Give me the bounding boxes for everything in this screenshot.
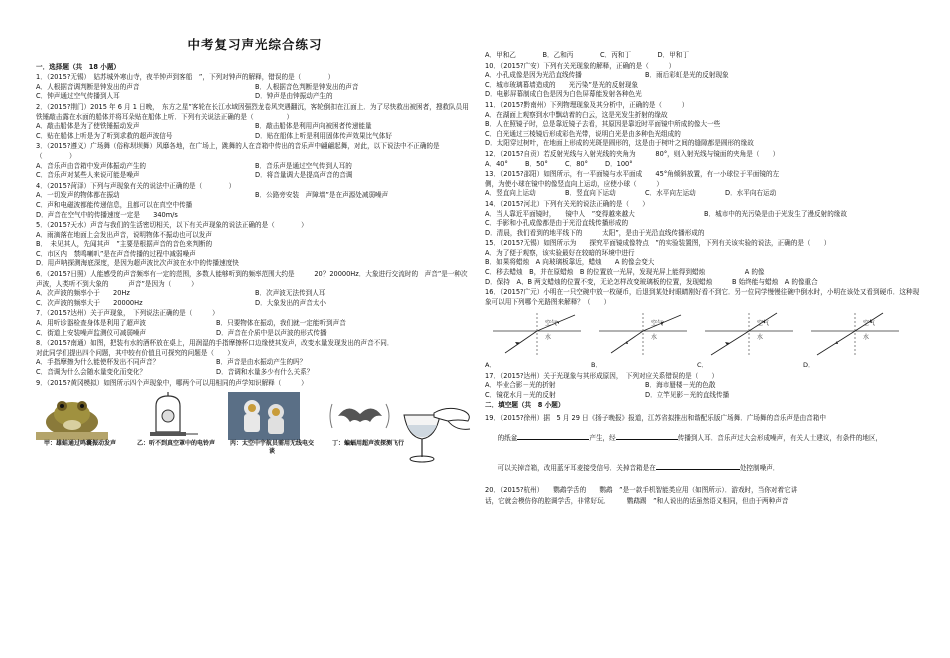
- diagram-d: [803, 311, 903, 370]
- diagram-label: A．: [485, 361, 496, 370]
- diagram-b: [591, 311, 691, 370]
- option: A．当人靠近平面镜时， 镜中人 ”变得越来越大: [485, 209, 635, 218]
- option: D．电影屏幕制成白色是因为白色屏幕能发射各种色光: [485, 90, 642, 99]
- question-8-options: [36, 358, 396, 377]
- figure-caption: 丁：蝙蝠用超声波探测飞行: [331, 440, 404, 448]
- option: C．市区内 禁鸣喇叭”是在声音传播的过程中减弱噪声: [36, 249, 196, 258]
- diagram-a: [485, 311, 585, 370]
- option: C．白光通过三棱镜后形成彩色光带，说明白光是由多种色光组成的: [485, 129, 681, 138]
- diagram-label: D．: [803, 361, 815, 370]
- option: B．如果将蜡烛 A 向玻璃板靠近，蜡烛 A 的像会变大: [485, 258, 655, 267]
- option: B．声音是由水振动产生的吗？: [216, 358, 307, 367]
- option: C．次声波的频率大于 20000Hz: [36, 298, 143, 307]
- option: B．城市中的光污染是由于光发生了漫反射的缘故: [704, 209, 847, 218]
- option: A．为了便于观察，该实验最好在较暗的环境中进行: [485, 248, 635, 257]
- option: D．音调和水量多少有什么关系？: [216, 368, 314, 376]
- question-10-options: [485, 71, 805, 81]
- figure-caption: 乙：听不到真空罩中的电铃声: [136, 440, 215, 448]
- figure-caption: 甲：雄蛙通过鸣囊振动发声: [43, 440, 116, 448]
- option: B．只要物体在振动，我们就一定能听到声音: [216, 319, 346, 328]
- water-label: 水: [757, 334, 764, 342]
- option: D．声音在介质中是以声波的形式传播: [216, 328, 327, 337]
- figure-frog: [36, 392, 124, 456]
- question-11: 11．（2015?黔南州）下列物理现象及其分析中，正确的是（ ）: [485, 100, 689, 109]
- option: D．甲和丁: [657, 51, 689, 59]
- water-label: 水: [651, 334, 658, 342]
- figure-bell-jar: [132, 392, 220, 456]
- question-13: 13．（2015?邵阳）如图所示，有一平面镜与水平面成 45°角倾斜放置，有一小球位于平面镜的左侧，为使小球在镜中的像竖直向上运动，应使小球（ ）: [485, 170, 780, 188]
- question-17-options: [485, 381, 805, 400]
- question-1: 1．（2015?无锡） 姑苏城外寒山寺，夜半钟声到客船 ”，下列对钟声的解释，错误的是（ ）: [36, 73, 335, 82]
- option: B．敲击船体是利用声向被困者传递能量: [255, 122, 372, 131]
- refraction-diagram: [591, 311, 691, 357]
- question-16: 16．（2015?广元）小明在一只空碗中放一枚硬币，后退到某处时眼睛刚好看不到它．另一位同学慢慢往碗中倒水时，小明在该处又看到硬币．这种现象可以用下列哪个光路图来解释？（ ）: [485, 288, 920, 306]
- option: A．雨滴落在地面上会发出声音，说明物体不振动也可以发声: [36, 230, 212, 239]
- option: D．立竿见影－光的直线传播: [645, 390, 730, 399]
- air-label: 空气: [863, 320, 876, 328]
- option: B．乙和丙: [542, 51, 574, 59]
- option: D．贴在船体上听是利用固体传声效果比气体好: [255, 131, 392, 140]
- question-9-options: [485, 51, 715, 61]
- option: C．音乐声对某些人来说可能是噪声: [36, 171, 140, 180]
- option: B．人在照镜子时，总是靠近镜子去看，其原因是靠近时平面镜中所成的像大一些: [485, 120, 721, 129]
- question-1-options: [36, 83, 474, 102]
- question-19-line-3: [485, 454, 923, 483]
- question-9: 9．（2015?黄冈模拟）如图所示四个声现象中，哪两个可以用相同的声学知识解释（ ）: [36, 378, 308, 387]
- option: A．敲击船体是为了使铁锤振动发声: [36, 122, 140, 131]
- option: B．竖直向下运动: [565, 189, 616, 198]
- option: D．太阳穿过树叶，在地面上形成的光斑是圆形的，这是由于树叶之间的缝隙都是圆形的缘故: [485, 139, 754, 148]
- text-fragment: 产生，经: [589, 434, 616, 443]
- option: D．保持 A、B 两支蜡烛的位置不变，无论怎样改变玻璃板的位置，发现蜡烛 B 始终能与蜡烛 A 的像重合: [485, 277, 818, 286]
- option: C．水平向左运动: [645, 189, 696, 198]
- answer-blank-2[interactable]: [616, 439, 678, 440]
- refraction-diagram: [803, 311, 903, 357]
- wine-glass-figure: [398, 407, 476, 471]
- option: D．清晨，我们看到的地平线下的 太阳”，是由于光沿直线传播形成的: [485, 228, 705, 237]
- option: D．大象发出的声音太小: [255, 298, 327, 307]
- astronaut-icon: [228, 392, 300, 440]
- right-column: [485, 51, 923, 506]
- option: A．在湖面上观察到水中飘动着的白云，这是光发生折射的缘故: [485, 110, 668, 119]
- question-15-options: [485, 249, 923, 287]
- question-19-line-2: [485, 425, 923, 454]
- water-label: 水: [545, 334, 552, 342]
- option: D．水平向右运动: [725, 189, 777, 198]
- left-column: [36, 0, 474, 456]
- option: C．街道上安装噪声监测仪可减弱噪声: [36, 328, 147, 337]
- option: C．丙和丁: [600, 51, 631, 59]
- text-fragment: 传播到人耳．音乐声过大会形成噪声，有关人士建议，有条件的地区，: [677, 434, 883, 443]
- option: A．毕业合影－光的折射: [485, 381, 556, 390]
- question-20-line-2: 话，它就会模仿你的腔调学舌，非常好玩． 鹦鹉踢 ”和人说出的话虽然语义相同，但由于两种声音: [485, 496, 789, 505]
- option: B．雨后彩虹是光的反射现象: [645, 71, 729, 80]
- air-label: 空气: [651, 320, 664, 328]
- text-fragment: 可以关掉音箱，改用蓝牙耳麦接受信号．关掉音箱是在: [497, 463, 656, 472]
- option: C．声和电磁波都能传递信息，且都可以在真空中传播: [36, 200, 193, 209]
- water-label: 水: [863, 334, 870, 342]
- option: D．100°: [605, 159, 633, 168]
- option: D．钟声是由钟振动产生的: [255, 92, 333, 101]
- figure-caption: 丙：太空中宇航员需用无线电交谈: [229, 440, 314, 456]
- diagram-label: C．: [697, 361, 709, 370]
- frog-icon: [36, 392, 108, 440]
- option: C．80°: [565, 159, 588, 168]
- text-fragment: 的纸盆: [497, 434, 518, 443]
- question-19-line-1: 19．（2015?徐州）据 5 月 29 日《扬子晚报》报道，江苏省拟推出和谐配乐版广场舞．广场舞的音乐声是由音箱中: [485, 414, 826, 422]
- question-12-options: [485, 160, 645, 170]
- option: A．40°: [485, 159, 508, 168]
- refraction-diagram: [485, 311, 585, 357]
- answer-blank-3[interactable]: [656, 469, 740, 470]
- option: B．次声波无法传到人耳: [255, 289, 326, 298]
- question-6: 6．（2015?日照）人能感受的声音频率有一定的范围，多数人能够听到的频率范围大约是 20？20000Hz．大象进行交流时的 声音”是一种次声波，人类听不到大象的 声音”是因为（ ）: [36, 270, 468, 288]
- option: A．人根据音调判断是钟发出的声音: [36, 82, 140, 91]
- question-14: 14．（2015?河北）下列有关光的说法正确的是（ ）: [485, 199, 649, 208]
- option: C．贴在船体上听是为了听到求救的超声波信号: [36, 131, 173, 140]
- question-3: 3．（2015?遵义）广场舞（俗称坝坝舞）风靡各地，在广场上，跳舞的人在音箱中传出的音乐声中翩翩起舞，对此，以下说法中不正确的是（ ）: [36, 142, 440, 160]
- refraction-diagram: [697, 311, 797, 357]
- section-heading-fill: 二．填空题（共 8 小题）: [485, 401, 565, 410]
- question-2-options: [36, 122, 474, 141]
- question-12: 12．（2015?自贡）若反射光线与入射光线的夹角为 80°，则入射光线与镜面的夹角是（ ）: [485, 149, 780, 158]
- question-10: 10．（2015?广安）下列有关光现象的解释，正确的是（ ）: [485, 61, 676, 70]
- question-14-options-cont: [485, 219, 923, 238]
- diagram-c: [697, 311, 797, 370]
- option: B．人根据音色判断是钟发出的声音: [255, 82, 359, 91]
- question-3-options: [36, 162, 474, 181]
- option: D．声音在空气中的传播速度一定是 340m/s: [36, 210, 178, 219]
- question-5-options: [36, 231, 474, 269]
- option: C．手影和小孔成像都是由于光沿直线传播形成的: [485, 219, 629, 228]
- question-4: 4．（2015?菏泽）下列与声现象有关的说法中正确的是（ ）: [36, 181, 236, 190]
- question-7: 7．（2015?达州）关于声现象， 下列说法正确的是（ ）: [36, 309, 219, 318]
- option: D．将音量调大是提高声音的音调: [255, 171, 353, 180]
- option: D．用声呐探测海底深度，是因为超声波比次声波在水中的传播速度快: [36, 259, 239, 268]
- option: A．手指摩擦为什么能使杯发出不同声音？: [36, 358, 160, 367]
- option: C．城市玻璃幕墙造成的 光污染”是光的反射现象: [485, 80, 639, 89]
- question-4-options: [36, 191, 474, 201]
- option: A．音乐声由音箱中发声体振动产生的: [36, 161, 147, 170]
- bat-icon: [324, 392, 396, 440]
- question-8: 8．（2015?南通）如图，把装有水的酒杯放在桌上，用润湿的手指摩擦杯口边缘使其发声，改变水量发现发出的声音不同．对此同学们提出四个问题，其中较有价值且可探究的问题是（ ）: [36, 339, 394, 357]
- question-15: 15．（2015?无锡）如图所示为 探究平面镜成像特点 ”的实验装置图，下列有关该实验的说法，正确的是（ ）: [485, 239, 831, 248]
- option: A．竖直向上运动: [485, 189, 536, 198]
- option: C．镜花水月－光的反射: [485, 390, 556, 399]
- option: B．音乐声是通过空气传到人耳的: [255, 161, 352, 170]
- diagram-label: B．: [591, 361, 602, 370]
- page-title: 中考复习声光综合练习: [187, 37, 323, 52]
- question-6-options: [36, 289, 474, 308]
- question-11-options: [485, 111, 923, 149]
- option: A．甲和乙: [485, 51, 516, 59]
- option: C．移去蜡烛 B，并在原蜡烛 B 的位置放一光屏，发现光屏上能得到蜡烛 A 的像: [485, 268, 765, 277]
- question-16-diagrams: [485, 311, 923, 370]
- question-17: 17．（2015?达州）关于光现象与其形成原因， 下列对应关系错误的是（ ）: [485, 371, 719, 380]
- question-5: 5．（2015?天水）声音与我们的生活密切相关，以下有关声现象的说法正确的是（ ）: [36, 221, 308, 230]
- question-13-options: [485, 189, 805, 199]
- option: C．音调为什么会随水量变化而变化？: [36, 368, 147, 376]
- question-14-options: [485, 210, 923, 220]
- option: A．一切发声的物体都在振动: [36, 191, 120, 200]
- option: A．次声波的频率小于 20Hz: [36, 289, 130, 298]
- option: C．钟声通过空气传播到人耳: [36, 92, 120, 101]
- question-4-options-cont: [36, 201, 474, 220]
- option: B．海市蜃楼－光的色散: [645, 381, 716, 390]
- section-heading-choice: 一．选择题（共 18 小题）: [36, 62, 121, 71]
- option: B．50°: [525, 159, 548, 168]
- air-label: 空气: [545, 320, 558, 328]
- bell-jar-icon: [132, 392, 204, 440]
- answer-blank-1[interactable]: [517, 439, 589, 440]
- text-fragment: 处控制噪声．: [739, 463, 780, 472]
- question-2: 2．（2015?荆门）2015 年 6 月 1 日晚， 东方之星”客轮在长江水域因强烈龙卷风突遇翻沉，客轮倒扣在江面上．为了尽快救出被困者，搜救队员用铁锤敲击露在水面的船体并将耳朵贴在船体上听．下列有关说法正确的是（ ）: [36, 102, 469, 121]
- question-10-options-cont: [485, 81, 923, 100]
- option: B． 未见其人，先闻其声 ”主要是根据声音的音色来判断的: [36, 240, 213, 249]
- figure-astronauts: [228, 392, 316, 456]
- wine-glass-icon: [398, 407, 476, 467]
- option: B．公路旁安装 声障墙”是在声源处减弱噪声: [255, 191, 389, 200]
- option: A．用听诊器检查身体是利用了超声波: [36, 319, 147, 328]
- option: A．小孔成像是因为光沿直线传播: [485, 71, 582, 80]
- question-7-options: [36, 319, 396, 338]
- air-label: 空气: [757, 320, 770, 328]
- question-20-line-1: 20．（2015?杭州） 鹦鹉学舌的 鹦鹉 ”是一款手机智能类应用（如图所示）．游戏时，当你对着它讲: [485, 486, 798, 495]
